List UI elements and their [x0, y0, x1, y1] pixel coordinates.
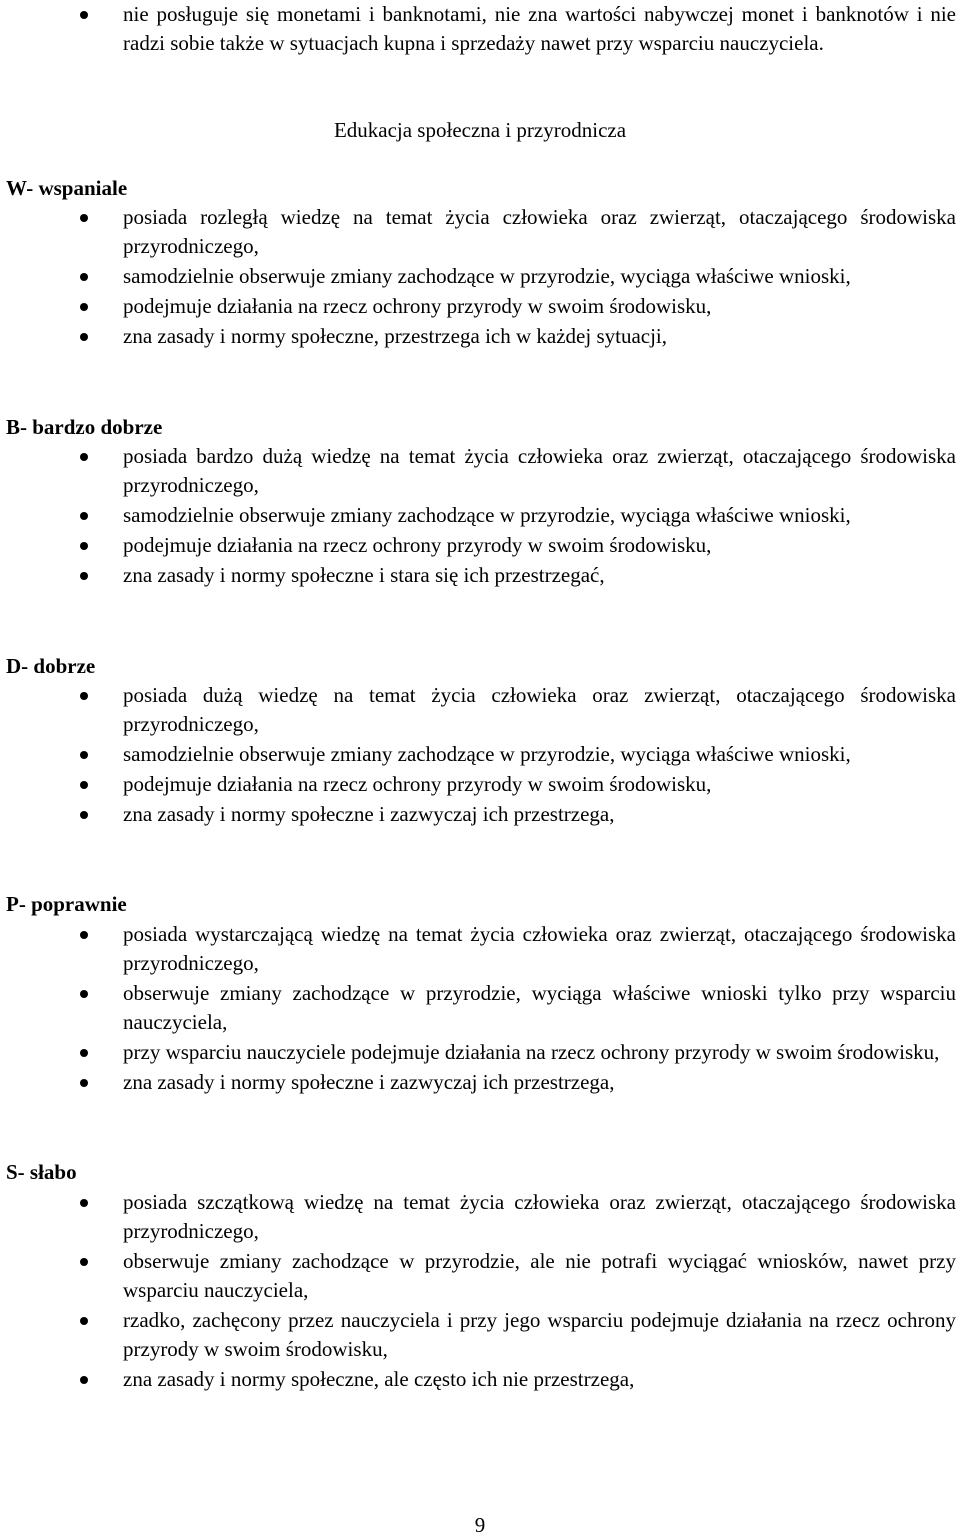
list-item: zna zasady i normy społeczne i zazwyczaj ich przestrzega, — [0, 1068, 960, 1097]
list-item: posiada wystarczającą wiedzę na temat życia człowieka oraz zwierząt, otaczającego środowiska przyrodniczego, — [0, 920, 960, 978]
list-item: podejmuje działania na rzecz ochrony przyrody w swoim środowisku, — [0, 770, 960, 799]
list-item: obserwuje zmiany zachodzące w przyrodzie, ale nie potrafi wyciągać wniosków, nawet przy wsparciu nauczyciela, — [0, 1247, 960, 1305]
grade-heading-p: P- poprawnie — [6, 892, 127, 916]
list-item: posiada dużą wiedzę na temat życia człowieka oraz zwierząt, otaczającego środowiska przyrodniczego, — [0, 681, 960, 739]
grade-heading-d: D- dobrze — [6, 654, 96, 678]
grade-heading-b: B- bardzo dobrze — [6, 415, 163, 439]
intro-list — [0, 0, 960, 59]
list-item: podejmuje działania na rzecz ochrony przyrody w swoim środowisku, — [0, 531, 960, 560]
list-item: zna zasady i normy społeczne i zazwyczaj ich przestrzega, — [0, 800, 960, 829]
list-item: posiada rozległą wiedzę na temat życia człowieka oraz zwierząt, otaczającego środowiska przyrodniczego, — [0, 203, 960, 261]
list-item: zna zasady i normy społeczne, przestrzega ich w każdej sytuacji, — [0, 322, 960, 351]
list-item: posiada szczątkową wiedzę na temat życia człowieka oraz zwierząt, otaczającego środowiska przyrodniczego, — [0, 1188, 960, 1246]
list-item: zna zasady i normy społeczne, ale często ich nie przestrzega, — [0, 1365, 960, 1394]
grade-heading-w: W- wspaniale — [6, 176, 128, 200]
list-item: zna zasady i normy społeczne i stara się ich przestrzegać, — [0, 561, 960, 590]
grade-list-w — [0, 203, 960, 352]
grade-list-p — [0, 920, 960, 1098]
list-item: samodzielnie obserwuje zmiany zachodzące w przyrodzie, wyciąga właściwe wnioski, — [0, 501, 960, 530]
grade-list-d — [0, 681, 960, 830]
list-item: posiada bardzo dużą wiedzę na temat życia człowieka oraz zwierząt, otaczającego środowiska przyrodniczego, — [0, 442, 960, 500]
section-title: Edukacja społeczna i przyrodnicza — [333, 118, 627, 142]
list-item: podejmuje działania na rzecz ochrony przyrody w swoim środowisku, — [0, 292, 960, 321]
page-number: 9 — [474, 1513, 486, 1537]
grade-heading-s: S- słabo — [6, 1160, 77, 1184]
list-item: rzadko, zachęcony przez nauczyciela i przy jego wsparciu podejmuje działania na rzecz ochrony przyrody w swoim środowisku, — [0, 1306, 960, 1364]
list-item: obserwuje zmiany zachodzące w przyrodzie, wyciąga właściwe wnioski tylko przy wsparciu nauczyciela, — [0, 979, 960, 1037]
grade-list-s — [0, 1188, 960, 1395]
list-item: nie posługuje się monetami i banknotami, nie zna wartości nabywczej monet i banknotów i nie radzi sobie także w sytuacjach kupna i sprzedaży nawet przy wsparciu nauczyciela. — [0, 0, 960, 58]
grade-list-b — [0, 442, 960, 591]
list-item: samodzielnie obserwuje zmiany zachodzące w przyrodzie, wyciąga właściwe wnioski, — [0, 740, 960, 769]
list-item: przy wsparciu nauczyciele podejmuje działania na rzecz ochrony przyrody w swoim środowisku, — [0, 1038, 960, 1067]
list-item: samodzielnie obserwuje zmiany zachodzące w przyrodzie, wyciąga właściwe wnioski, — [0, 262, 960, 291]
